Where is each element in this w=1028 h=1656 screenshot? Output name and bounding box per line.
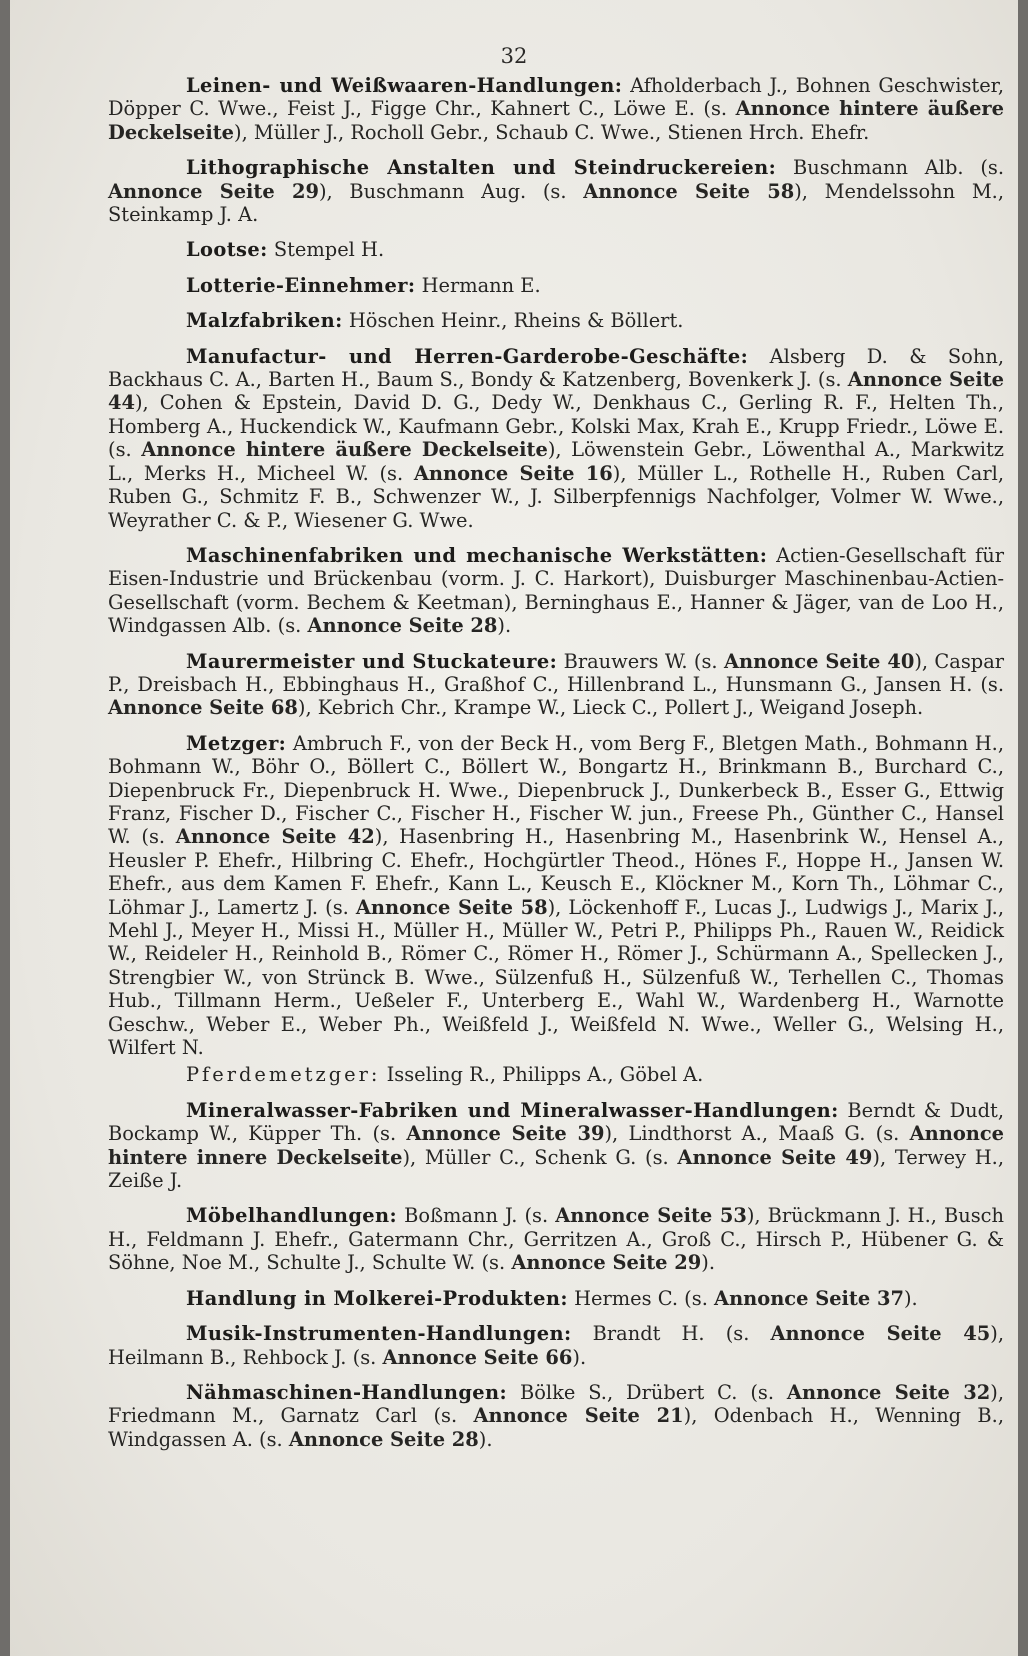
entry-text: Brandt H. (s. Annonce Seite 45), Heilmann B., Rehbock J. (s. Annonce Seite 66). — [108, 1322, 1004, 1369]
entry-text: Isseling R., Philipps A., Göbel A. — [386, 1063, 704, 1087]
entry-heading: Mineralwasser-Fabriken und Mineralwasser-Handlungen: — [186, 1098, 839, 1122]
entry-heading: Leinen- und Weißwaaren-Handlungen: — [186, 74, 623, 97]
entry-heading: Lootse: — [186, 238, 268, 262]
entry-lootse — [108, 238, 1004, 261]
entry-text: Alsberg D. & Sohn, Backhaus C. A., Barten H., Baum S., Bondy & Katzenberg, Bovenkerk J. (s. Annonce Seite 44), Cohen & Epstein, David D. G., Dedy W., Denkhaus C., Gerling R. F., Helten Th., Homberg A., Huckendick W., Kaufmann Gebr., Kolski Max, Krah E., Krupp Friedr., Löwe E. (s. Annonce hintere äußere Deckelseite), Löwenstein Gebr., Löwenthal A., Markwitz L., Merks H., Micheel W. (s. Annonce Seite 16), Müller L., Rothelle H., Ruben Carl, Ruben G., Schmitz F. B., Schwenzer W., J. Silberpfennigs Nachfolger, Volmer W. Wwe., Weyrather C. & P., Wiesener G. Wwe. — [108, 344, 1005, 532]
entry-heading: Musik-Instrumenten-Handlungen: — [186, 1322, 572, 1346]
entry-metzger — [108, 732, 1004, 1060]
entry-heading: Malzfabriken: — [186, 309, 343, 333]
entry-molkerei — [108, 1287, 1004, 1310]
entry-text: Höschen Heinr., Rheins & Böllert. — [348, 309, 684, 333]
entry-text: Boßmann J. (s. Annonce Seite 53), Brückmann J. H., Busch H., Feldmann J. Ehefr., Gatermann Chr., Gerritzen A., Groß C., Hirsch P., Hübener G. & Söhne, Noe M., Schulte J., Schulte W. (s. Annonce Seite 29). — [108, 1204, 1005, 1275]
entry-manufactur — [108, 345, 1004, 532]
entry-heading: Maurermeister und Stuckateure: — [186, 649, 558, 673]
entry-maschinenfabriken — [108, 544, 1004, 638]
entry-naehmaschinen — [108, 1381, 1004, 1451]
entry-text: Stempel H. — [273, 238, 385, 262]
directory-listing — [108, 74, 1004, 1463]
entry-moebelhandlungen — [108, 1204, 1004, 1274]
entry-text: Bölke S., Drübert C. (s. Annonce Seite 32), Friedmann M., Garnatz Carl (s. Annonce Seite 21), Odenbach H., Wenning B., Windgassen A. (s. Annonce Seite 28). — [108, 1380, 1004, 1451]
entry-maurermeister — [108, 650, 1004, 720]
directory-page — [10, 0, 1018, 1656]
entry-mineralwasser — [108, 1099, 1004, 1193]
entry-subheading: Pferdemetzger: — [186, 1063, 381, 1087]
entry-text: Hermes C. (s. Annonce Seite 37). — [574, 1286, 918, 1310]
entry-text: Buschmann Alb. (s. Annonce Seite 29), Buschmann Aug. (s. Annonce Seite 58), Mendelssohn M., Steinkamp J. A. — [108, 156, 1004, 227]
entry-lithographische — [108, 156, 1004, 226]
entry-heading: Nähmaschinen-Handlungen: — [186, 1380, 508, 1404]
entry-text: Hermann E. — [421, 273, 541, 297]
entry-text: Berndt & Dudt, Bockamp W., Küpper Th. (s. Annonce Seite 39), Lindthorst A., Maaß G. (s. Annonce hintere innere Deckelseite), Müller C., Schenk G. (s. Annonce Seite 49), Terwey H., Zeiße J. — [108, 1098, 1004, 1193]
entry-pferdemetzger — [108, 1063, 1004, 1086]
entry-heading: Manufactur- und Herren-Garderobe-Geschäfte: — [186, 344, 749, 368]
entry-lotterie — [108, 274, 1004, 297]
entry-text: Brauwers W. (s. Annonce Seite 40), Caspar P., Dreisbach H., Ebbinghaus H., Graßhof C., Hillenbrand L., Hunsmann G., Jansen H. (s. Annonce Seite 68), Kebrich Chr., Krampe W., Lieck C., Pollert J., Weigand Joseph. — [108, 649, 1005, 720]
entry-text: Afholderbach J., Bohnen Geschwister, Döpper C. Wwe., Feist J., Figge Chr., Kahnert C., Löwe E. (s. Annonce hintere äußere Deckelseite), Müller J., Rocholl Gebr., Schaub C. Wwe., Stienen Hrch. Ehefr. — [108, 74, 1004, 144]
entry-leinen — [108, 74, 1004, 144]
entry-heading: Lithographische Anstalten und Steindruckereien: — [186, 156, 777, 180]
entry-heading: Lotterie-Einnehmer: — [186, 273, 416, 297]
entry-heading: Maschinenfabriken und mechanische Werkstätten: — [186, 543, 768, 567]
entry-heading: Handlung in Molkerei-Produkten: — [186, 1286, 568, 1310]
entry-heading: Möbelhandlungen: — [186, 1204, 398, 1228]
entry-musik — [108, 1322, 1004, 1369]
page-number: 32 — [500, 44, 528, 68]
entry-heading: Metzger: — [186, 731, 287, 755]
entry-text: Actien-Gesellschaft für Eisen-Industrie und Brückenbau (vorm. J. C. Harkort), Duisburger Maschinenbau-Actien-Gesellschaft (vorm. Bechem & Keetman), Berninghaus E., Hanner & Jäger, van de Loo H., Windgassen Alb. (s. Annonce Seite 28). — [108, 543, 1004, 638]
entry-malzfabriken — [108, 309, 1004, 332]
entry-text: Ambruch F., von der Beck H., vom Berg F., Bletgen Math., Bohmann H., Bohmann W., Böhr O., Böllert C., Böllert W., Bongartz H., Brinkmann B., Burchard C., Diepenbruck Fr., Diepenbruck H. Wwe., Diepenbruck J., Dunkerbeck B., Esser G., Ettwig Franz, Fischer D., Fischer C., Fischer H., Fischer W. jun., Freese Ph., Günther C., Hansel W. (s. Annonce Seite 42), Hasenbring H., Hasenbring M., Hasenbrink W., Hensel A., Heusler P. Ehefr., Hilbring C. Ehefr., Hochgürtler Theod., Hönes F., Hoppe H., Jansen W. Ehefr., aus dem Kamen F. Ehefr., Kann L., Keusch E., Klöckner M., Korn Th., Löhmar C., Löhmar J., Lamertz J. (s. Annonce Seite 58), Löckenhoff F., Lucas J., Ludwigs J., Marix J., Mehl J., Meyer H., Missi H., Müller H., Müller W., Petri P., Philipps Ph., Rauen W., Reidick W., Reideler H., Reinhold B., Römer C., Römer H., Römer J., Schürmann A., Spellecken J., Strengbier W., von Strünck B. Wwe., Sülzenfuß H., Sülzenfuß W., Terhellen C., Thomas Hub., Tillmann Herm., Ueßeler F., Unterberg E., Wahl W., Wardenberg H., Warnotte Geschw., Weber E., Weber Ph., Weißfeld J., Weißfeld N. Wwe., Weller G., Welsing H., Wilfert N. — [108, 731, 1004, 1060]
